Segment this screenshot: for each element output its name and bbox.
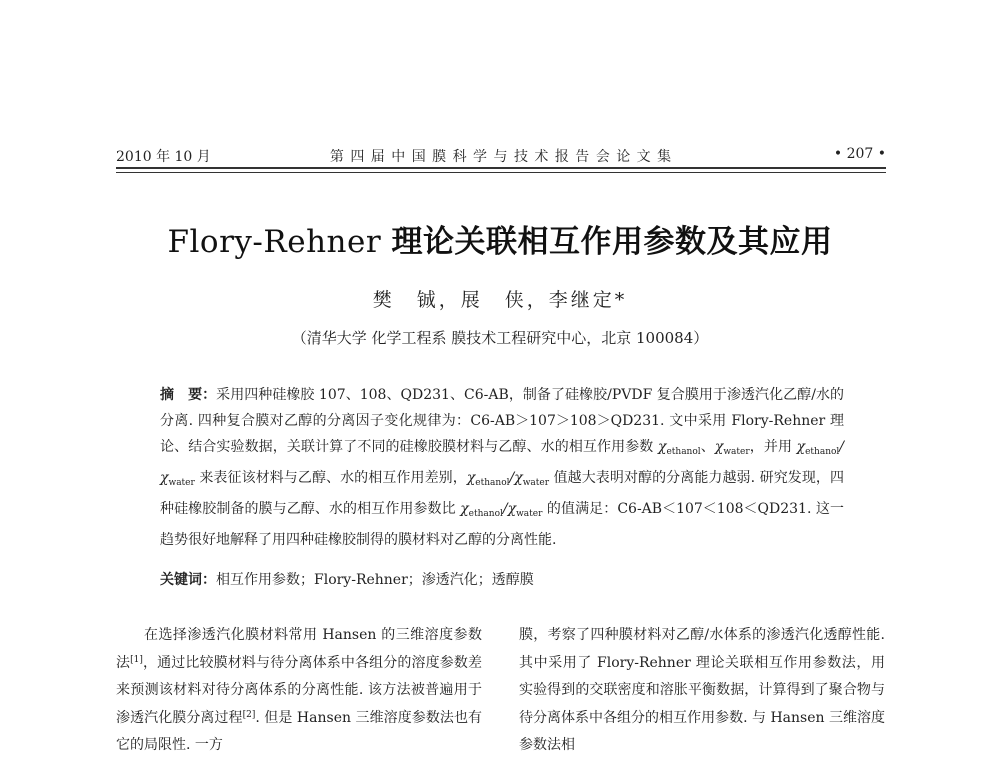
body-column-left bbox=[116, 622, 482, 760]
citation-1: [1] bbox=[130, 654, 143, 665]
running-header bbox=[116, 146, 886, 168]
abstract-sep: 、 bbox=[700, 439, 715, 455]
abstract-text-1: 采用四种硅橡胶 107、108、QD231、C6-AB，制备了硅橡胶/PVDF 复合膜用于渗透汽化乙醇/水的分离. 四种复合膜对乙醇的分离因子变化规律为：C6-AB＞107＞108＞QD231. 文中采用 Flory-Rehner 理论、结合实验数据，关联计算了不同的硅橡胶膜材料与乙醇、水的相互作用参数 bbox=[160, 387, 845, 455]
body-column-right bbox=[519, 622, 885, 760]
abstract-label: 摘 要： bbox=[160, 387, 217, 403]
affiliation: （清华大学 化学工程系 膜技术工程研究中心，北京 100084） bbox=[291, 329, 709, 347]
paper-title bbox=[0, 216, 1000, 261]
chi-ratio-3: $\chi_{ethanol}/\chi_{water}$ bbox=[460, 501, 543, 519]
abstract bbox=[160, 382, 844, 553]
chi-ratio-2: $\chi_{ethanol}/\chi_{water}$ bbox=[466, 470, 550, 488]
abstract-text-4: 值越大表明对醇的分离能力越弱. 研究发现，四种硅橡胶制备的膜与乙醇、水的相互作用参数比 bbox=[160, 470, 844, 517]
header-date: 2010 年 10 月 bbox=[116, 149, 211, 165]
header-rule-thin bbox=[116, 172, 886, 173]
chi-ethanol: $\chi_{ethanol}$ bbox=[657, 439, 701, 457]
abstract-paragraph bbox=[160, 382, 844, 553]
authors: 樊 铖，展 侠，李继定* bbox=[372, 289, 628, 311]
body-paragraph-left: 在选择渗透汽化膜材料常用 Hansen 的三维溶度参数法[1]，通过比较膜材料与待分离体系中各组分的溶度参数差来预测该材料对待分离体系的分离性能. 该方法被普遍用于渗透汽化膜分离过程[2]. 但是 Hansen 三维溶度参数法也有它的局限性. 一方 bbox=[116, 627, 483, 753]
keywords bbox=[160, 567, 844, 593]
chi-water: $\chi_{water}$ bbox=[714, 439, 750, 457]
title-cjk: 理论关联相互作用参数及其应用 bbox=[391, 224, 833, 260]
chi-ratio-1: $\chi_{ethanol}/\chi_{water}$ bbox=[160, 439, 845, 488]
abstract-text-2: ，并用 bbox=[749, 439, 797, 455]
abstract-text-3: 来表征该材料与乙醇、水的相互作用差别， bbox=[194, 470, 467, 486]
title-latin: Flory-Rehner bbox=[167, 224, 392, 260]
abstract-text-5: 的值满足：C6-AB＜107＜108＜QD231. 这一趋势很好地解释了用四种硅橡胶制得的膜材料对乙醇的分离性能. bbox=[160, 501, 845, 548]
header-journal-title: 第 四 届 中 国 膜 科 学 与 技 术 报 告 会 论 文 集 bbox=[329, 149, 673, 165]
keywords-label: 关键词： bbox=[160, 572, 216, 588]
body-paragraph-right: 膜，考察了四种膜材料对乙醇/水体系的渗透汽化透醇性能. 其中采用了 Flory-Rehner 理论关联相互作用参数法，用实验得到的交联密度和溶胀平衡数据，计算得到了聚合物与待分离体系中各组分的相互作用参数. 与 Hansen 三维溶度参数法相 bbox=[519, 627, 885, 753]
header-rule-thick bbox=[116, 167, 886, 169]
header-page-number: • 207 • bbox=[833, 146, 886, 162]
citation-2: [2] bbox=[242, 709, 256, 720]
keywords-text: 相互作用参数；Flory-Rehner；渗透汽化；透醇膜 bbox=[216, 572, 534, 588]
